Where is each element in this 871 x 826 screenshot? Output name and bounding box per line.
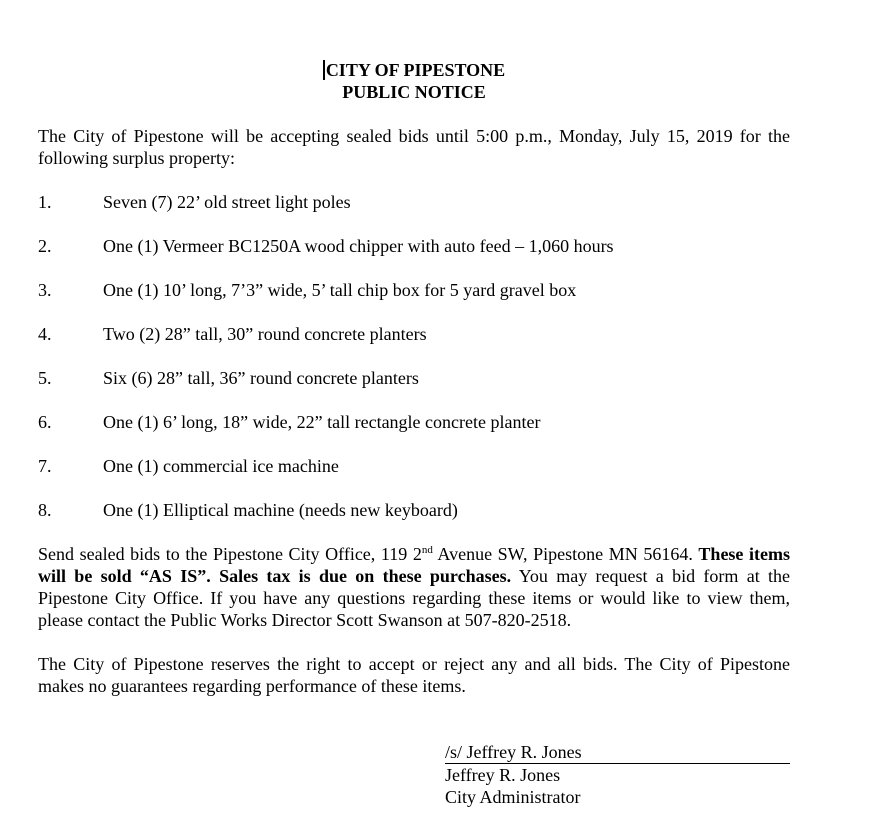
item-number: 7. — [38, 456, 52, 476]
disclaimer-paragraph: The City of Pipestone reserves the right to accept or reject any and all bids. The City of Pipestone makes no guarantees regarding performance of these items. — [38, 654, 790, 696]
text-cursor — [323, 60, 325, 80]
item-number: 1. — [38, 192, 52, 212]
list-item — [38, 499, 790, 521]
item-text: One (1) Elliptical machine (needs new keyboard) — [103, 500, 458, 520]
signature-block — [445, 741, 790, 808]
ordinal-superscript: nd — [421, 544, 433, 556]
item-text: Seven (7) 22’ old street light poles — [103, 192, 351, 212]
item-number: 2. — [38, 236, 52, 256]
item-text: One (1) commercial ice machine — [103, 456, 339, 476]
bid-instructions-after-superscript: Avenue SW, Pipestone MN 56164. — [432, 544, 699, 564]
item-text: One (1) 10’ long, 7’3” wide, 5’ tall chip box for 5 yard gravel box — [103, 280, 577, 300]
list-item — [38, 235, 790, 257]
item-number: 3. — [38, 280, 52, 300]
list-item — [38, 455, 790, 477]
list-item — [38, 367, 790, 389]
item-text: One (1) Vermeer BC1250A wood chipper with auto feed – 1,060 hours — [103, 236, 614, 256]
signatory-name: Jeffrey R. Jones — [445, 765, 561, 785]
surplus-property-list — [38, 191, 790, 521]
title-line-1-text: CITY OF PIPESTONE — [325, 60, 506, 80]
title-line-1 — [38, 59, 790, 81]
signature-line: /s/ Jeffrey R. Jones — [445, 741, 790, 764]
item-number: 8. — [38, 500, 52, 520]
bid-instructions-before-superscript: Send sealed bids to the Pipestone City Office, 119 2 — [38, 544, 422, 564]
item-number: 6. — [38, 412, 52, 432]
intro-paragraph: The City of Pipestone will be accepting sealed bids until 5:00 p.m., Monday, July 15, 2019 for the following surplus property: — [38, 126, 790, 168]
item-number: 4. — [38, 324, 52, 344]
signatory-title: City Administrator — [445, 787, 581, 807]
list-item — [38, 411, 790, 433]
title-line-2: PUBLIC NOTICE — [342, 82, 486, 102]
list-item — [38, 323, 790, 345]
item-text: Two (2) 28” tall, 30” round concrete planters — [103, 324, 427, 344]
list-item — [38, 279, 790, 301]
bid-instructions-after-bold: You may request a bid form at the Pipestone City Office. If you have any questions regarding these items or would like to view them, please contact the Public Works Director Scott Swanson at 507-820-2518. — [38, 566, 790, 630]
item-text: One (1) 6’ long, 18” wide, 22” tall rectangle concrete planter — [103, 412, 541, 432]
bid-instructions-bold-text: These items will be sold “AS IS”. Sales tax is due on these purchases. — [38, 544, 791, 586]
list-item — [38, 191, 790, 213]
item-number: 5. — [38, 368, 52, 388]
document-title — [38, 59, 790, 103]
bid-instructions-paragraph — [38, 543, 790, 631]
item-text: Six (6) 28” tall, 36” round concrete planters — [103, 368, 419, 388]
